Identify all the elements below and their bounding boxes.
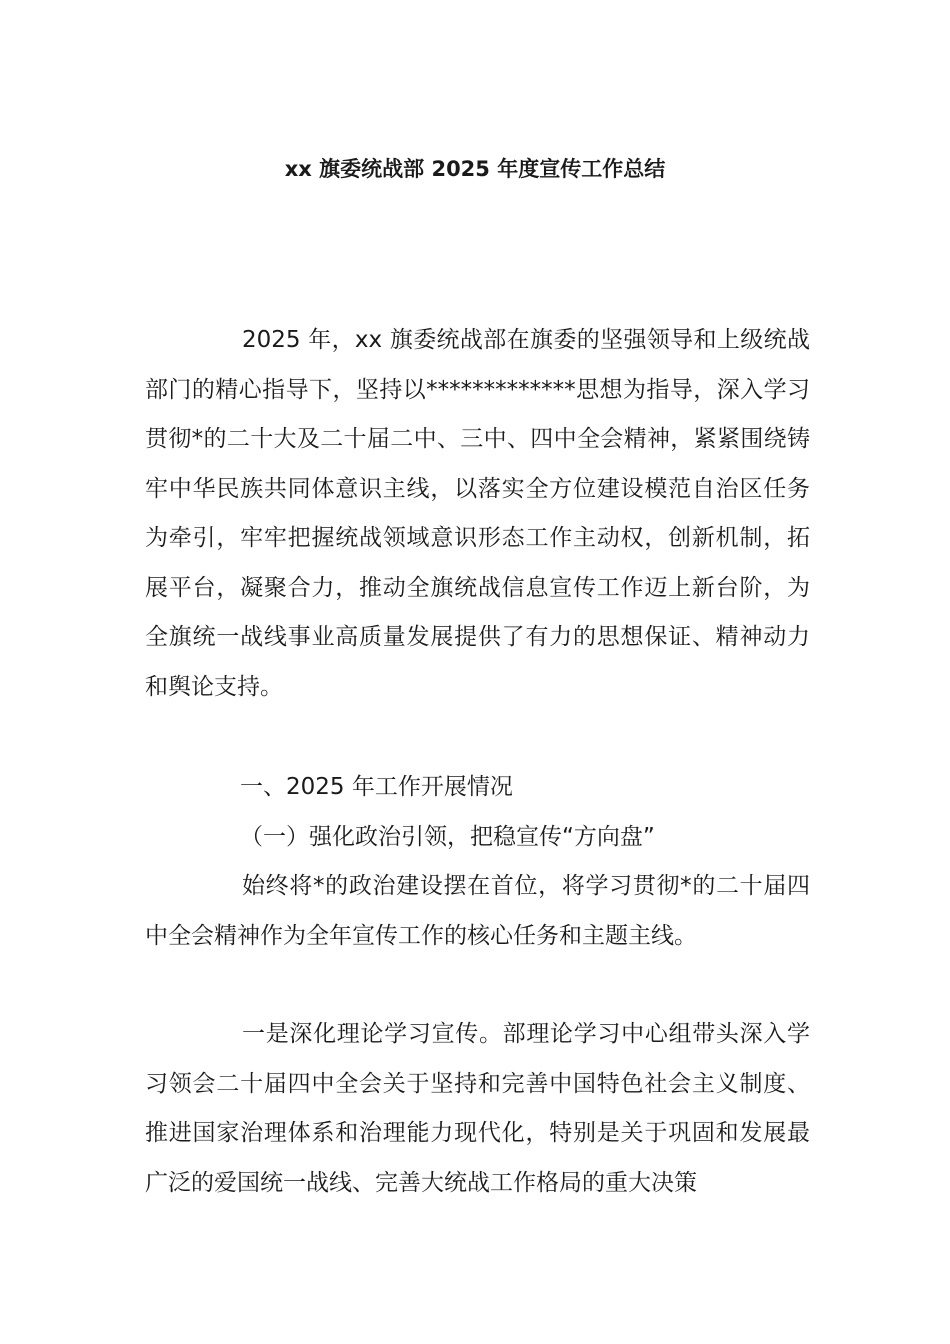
subsection-heading: （一）强化政治引领，把稳宣传“方向盘” (240, 824, 655, 850)
document-title: xx 旗委统战部 2025 年度宣传工作总结 (284, 157, 666, 181)
subsection-paragraph: 始终将*的政治建设摆在首位，将学习贯彻*的二十届四中全会精神作为全年宣传工作的核心任务和主题主线。 (145, 873, 810, 949)
intro-paragraph: 2025 年，xx 旗委统战部在旗委的坚强领导和上级统战部门的精心指导下，坚持以*************思想为指导，深入学习贯彻*的二十大及二十届二中、三中、四中全会精神，紧紧围绕铸牢中华民族共同体意识主线，以落实全方位建设模范自治区任务为牵引，牢牢把握统战领域意识形态工作主动权，创新机制，拓展平台，凝聚合力，推动全旗统战信息宣传工作迈上新台阶，为全旗统一战线事业高质量发展提供了有力的思想保证、精神动力和舆论支持。 (145, 327, 810, 700)
section-heading: 一、2025 年工作开展情况 (240, 774, 513, 800)
point-paragraph: 一是深化理论学习宣传。部理论学习中心组带头深入学习领会二十届四中全会关于坚持和完善中国特色社会主义制度、推进国家治理体系和治理能力现代化，特别是关于巩固和发展最广泛的爱国统一战线、完善大统战工作格局的重大决策 (145, 1021, 810, 1196)
